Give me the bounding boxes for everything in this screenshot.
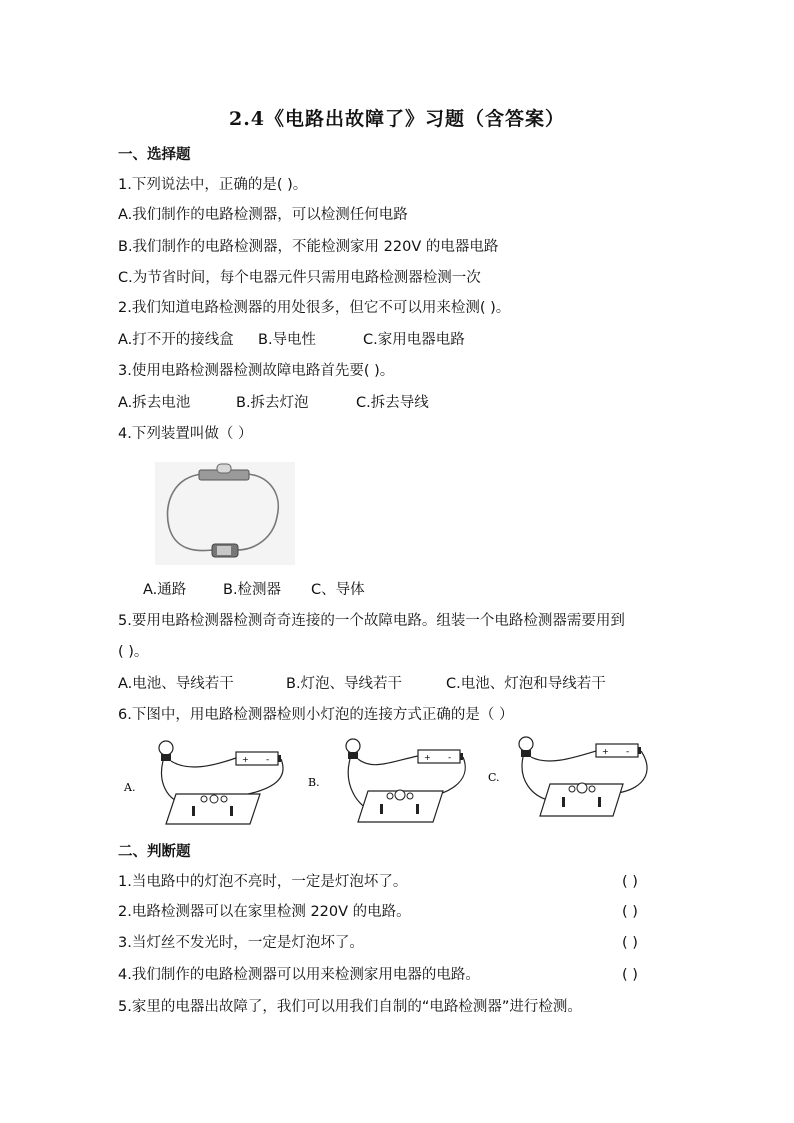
section-judge-heading: 二、判断题 (118, 844, 191, 860)
q2-option-b: B.导电性 (258, 332, 317, 348)
q3-options (118, 393, 429, 413)
q3-stem: 3.使用电路检测器检测故障电路首先要( )。 (118, 363, 395, 379)
judge-item-1: 1.当电路中的灯泡不亮时，一定是灯泡坏了。 (118, 874, 408, 890)
circuit-diagram-c (488, 737, 647, 816)
q2-options (118, 330, 465, 350)
q2-option-a: A.打不开的接线盒 (118, 332, 234, 348)
simple-circuit-figure (155, 462, 295, 565)
q3-option-b: B.拆去灯泡 (236, 395, 309, 411)
q5-option-c: C.电池、灯泡和导线若干 (446, 676, 606, 692)
q5-option-a: A.电池、导线若干 (118, 676, 234, 692)
q2-option-c: C.家用电器电路 (363, 332, 465, 348)
q1-option-a: A.我们制作的电路检测器，可以检测任何电路 (118, 207, 408, 223)
diagram-label-c: C. (488, 771, 500, 784)
q1-stem: 1.下列说法中，正确的是( )。 (118, 177, 308, 193)
q5-option-b: B.灯泡、导线若干 (286, 676, 403, 692)
diagram-label-a: A. (124, 781, 136, 794)
q1-option-b: B.我们制作的电路检测器，不能检测家用 220V 的电器电路 (118, 239, 499, 255)
q4-stem: 4.下列装置叫做（ ） (118, 426, 253, 442)
judge-item-4: 4.我们制作的电路检测器可以用来检测家用电器的电路。 (118, 967, 480, 983)
bulb-icon (159, 741, 173, 755)
q4-option-c: C、导体 (311, 582, 365, 598)
q4-options (143, 580, 365, 600)
q2-stem: 2.我们知道电路检测器的用处很多，但它不可以用来检测( )。 (118, 300, 511, 316)
battery-minus: - (626, 747, 630, 757)
circuit-diagram-b (308, 739, 465, 822)
q1-option-c: C.为节省时间，每个电器元件只需用电路检测器检测一次 (118, 270, 481, 286)
q3-option-c: C.拆去导线 (356, 395, 429, 411)
q4-option-a: A.通路 (143, 582, 187, 598)
battery-minus: - (448, 753, 452, 763)
judge-item-2: 2.电路检测器可以在家里检测 220V 的电路。 (118, 904, 411, 920)
q5-blank: ( )。 (118, 644, 149, 660)
bulb-icon (346, 739, 360, 753)
battery-plus: + (602, 747, 609, 756)
page-title: 2.4《电路出故障了》习题（含答案） (228, 108, 566, 130)
circuit-diagram-a (123, 741, 283, 824)
judge-answer-1: ( ) (622, 874, 638, 890)
battery-plus: + (242, 755, 249, 764)
q4-option-b: B.检测器 (223, 582, 282, 598)
battery-minus: - (266, 755, 270, 765)
q6-circuits-figure (118, 736, 678, 831)
judge-answer-2: ( ) (622, 904, 638, 920)
q6-stem: 6.下图中，用电路检测器检则小灯泡的连接方式正确的是（ ） (118, 707, 514, 723)
battery-plus: + (424, 753, 431, 762)
section-choice-heading: 一、选择题 (118, 147, 191, 163)
diagram-label-b: B. (308, 776, 320, 789)
judge-item-5: 5.家里的电器出故障了，我们可以用我们自制的“电路检测器”进行检测。 (118, 999, 582, 1015)
judge-answer-3: ( ) (622, 935, 638, 951)
q5-options (118, 674, 606, 694)
bulb-icon (519, 737, 533, 751)
judge-item-3: 3.当灯丝不发光时，一定是灯泡坏了。 (118, 935, 364, 951)
q3-option-a: A.拆去电池 (118, 395, 191, 411)
battery (212, 544, 238, 557)
judge-answer-4: ( ) (622, 967, 638, 983)
q5-stem: 5.要用电路检测器检测奇奇连接的一个故障电路。组装一个电路检测器需要用到 (118, 613, 625, 629)
